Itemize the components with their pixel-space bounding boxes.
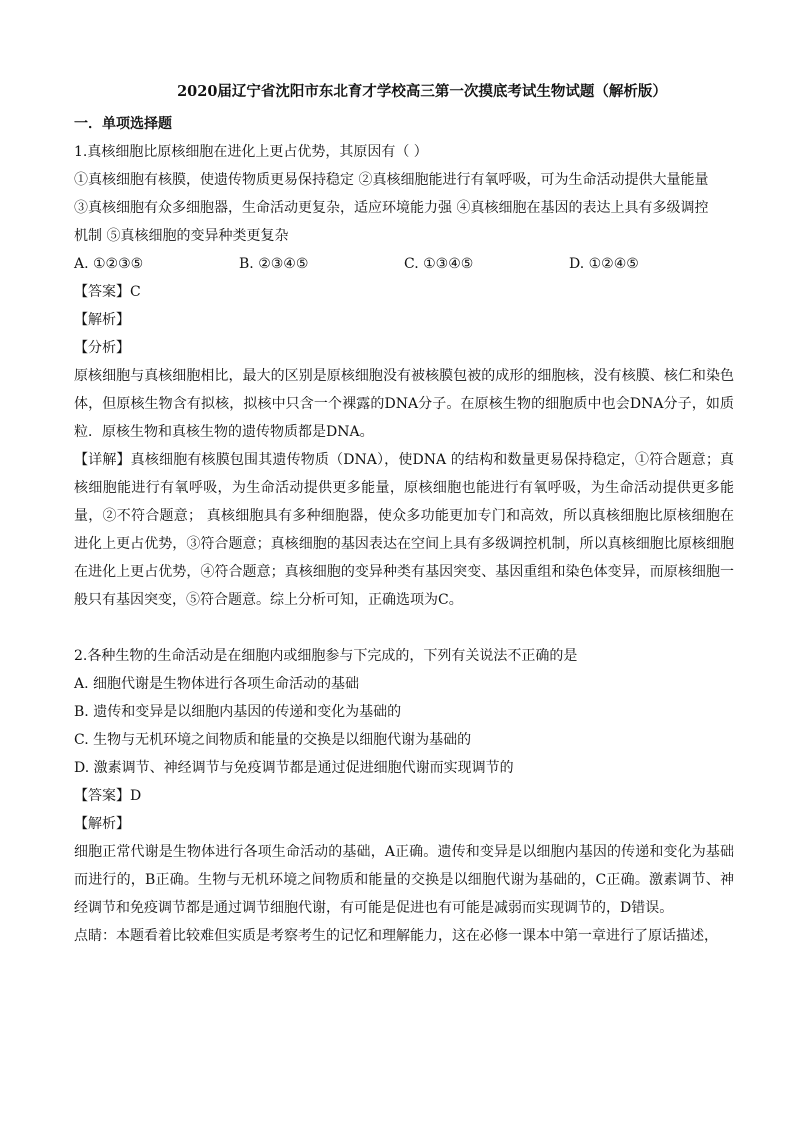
detail-paragraph: 【详解】真核细胞有核膜包围其遗传物质（DNA），使DNA 的结构和数量更易保持稳定，①符合题意；真核细胞能进行有氧呼吸，为生命活动提供更多能量，原核细胞也能进行有氧呼吸，为生命活动提供更多能量，②不符合题意； 真核细胞具有多种细胞器，使众多功能更加专门和高效，所以真核细胞比原核细胞在进化上更占优势，③符合题意；真核细胞的基因表达在空间上具有多级调控机制，所以真核细胞比原核细胞在进化上更占优势，④符合题意；真核细胞的变异种类有基因突变、基因重组和染色体变异，而原核细胞一般只有基因突变，⑤符合题意。综上分析可知，正确选项为C。 <box>74 452 734 608</box>
comment-line: 点睛：本题看着比较难但实质是考察考生的记忆和理解能力，这在必修一课本中第一章进行了原话描述， <box>74 928 718 944</box>
option-d: D. ①②④⑤ <box>569 256 639 272</box>
statement-line: ①真核细胞有核膜，使遗传物质更易保持稳定 ②真核细胞能进行有氧呼吸，可为生命活动提供大量能量 <box>74 172 709 188</box>
document-page <box>74 76 734 950</box>
fenxi-paragraph: 原核细胞与真核细胞相比，最大的区别是原核细胞没有被核膜包被的成形的细胞核，没有核膜、核仁和染色体，但原核生物含有拟核，拟核中只含一个裸露的DNA分子。在原核生物的细胞质中也会DNA分子，如质粒．原核生物和真核生物的遗传物质都是DNA。 <box>74 368 734 440</box>
option-b: B. ②③④⑤ <box>239 256 309 272</box>
option-c: C. ①③④⑤ <box>404 256 474 272</box>
document-title: 2020届辽宁省沈阳市东北育才学校高三第一次摸底考试生物试题（解析版） <box>177 83 667 100</box>
analysis-heading: 【解析】 <box>74 816 130 832</box>
answer-label: 【答案】C <box>74 284 141 300</box>
statement-line: 机制 ⑤真核细胞的变异种类更复杂 <box>74 228 289 244</box>
option-b: B. 遗传和变异是以细胞内基因的传递和变化为基础的 <box>74 704 402 720</box>
analysis-paragraph: 细胞正常代谢是生物体进行各项生命活动的基础，A正确。遗传和变异是以细胞内基因的传递和变化为基础而进行的，B正确。生物与无机环境之间物质和能量的交换是以细胞代谢为基础的，C正确。激素调节、神经调节和免疫调节都是通过调节细胞代谢，有可能是促进也有可能是减弱而实现调节的，D错误。 <box>74 844 734 916</box>
question-stem: 1.真核细胞比原核细胞在进化上更占优势，其原因有（ ） <box>74 144 428 160</box>
question-1 <box>74 138 734 614</box>
question-stem: 2.各种生物的生命活动是在细胞内或细胞参与下完成的，下列有关说法不正确的是 <box>74 648 578 664</box>
option-a: A. 细胞代谢是生物体进行各项生命活动的基础 <box>74 676 360 692</box>
spacer <box>74 614 734 642</box>
question-2 <box>74 642 734 950</box>
analysis-heading: 【解析】 <box>74 312 130 328</box>
answer-options <box>74 250 734 278</box>
fenxi-heading: 【分析】 <box>74 340 130 356</box>
section-heading: 一．单项选择题 <box>74 116 172 132</box>
option-c: C. 生物与无机环境之间物质和能量的交换是以细胞代谢为基础的 <box>74 732 472 748</box>
option-a: A. ①②③⑤ <box>74 256 144 272</box>
answer-label: 【答案】D <box>74 788 142 804</box>
option-d: D. 激素调节、神经调节与免疫调节都是通过促进细胞代谢而实现调节的 <box>74 760 514 776</box>
statement-line: ③真核细胞有众多细胞器，生命活动更复杂，适应环境能力强 ④真核细胞在基因的表达上具有多级调控 <box>74 200 709 216</box>
